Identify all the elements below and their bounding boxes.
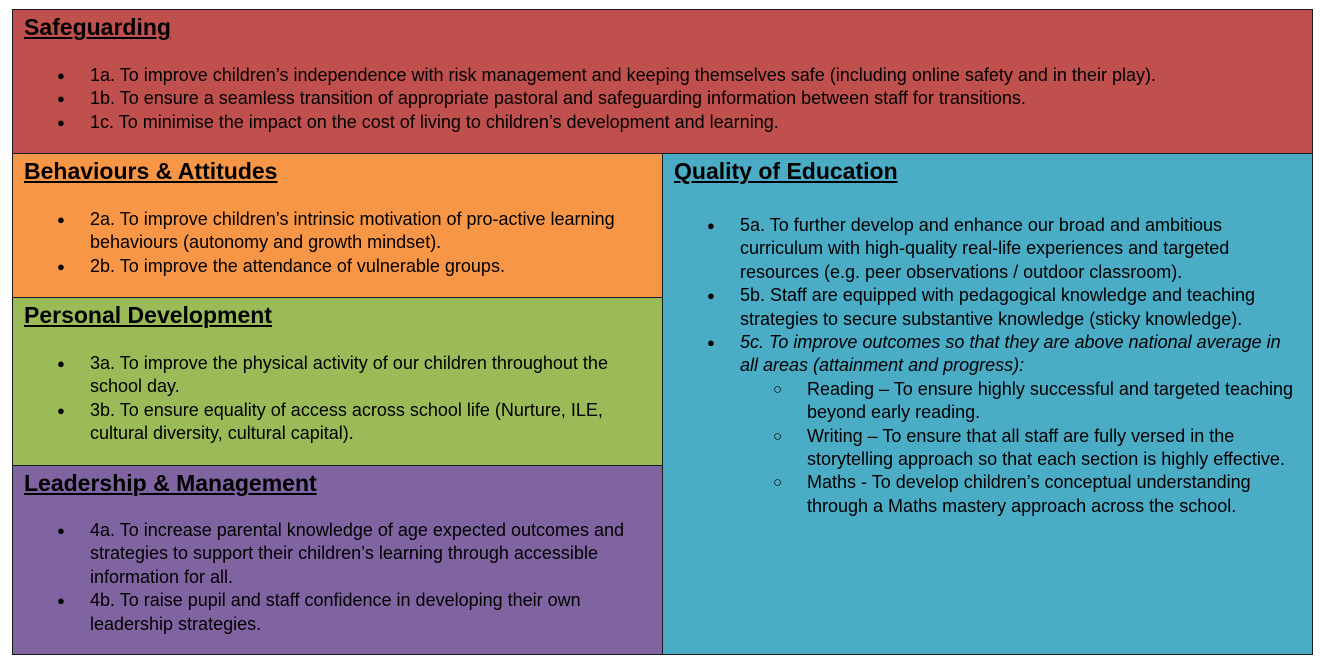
quality-item-5a: 5a. To further develop and enhance our broad and ambitious curriculum with high-quality real-life experiences and targeted resources (e.g. peer observations / outdoor classroom). (740, 215, 1230, 282)
safeguarding-section (12, 9, 1313, 154)
leadership-item-4a: 4a. To increase parental knowledge of age expected outcomes and strategies to support their children’s learning through accessible information for all. (90, 520, 625, 587)
list-item (90, 519, 655, 589)
quality-of-education-section (662, 153, 1313, 655)
leadership-item-4b: 4b. To raise pupil and staff confidence in developing their own leadership strategies. (90, 590, 581, 634)
personal-item-3a: 3a. To improve the physical activity of our children throughout the school day. (90, 353, 608, 397)
behaviours-item-2a: 2a. To improve children’s intrinsic motivation of pro-active learning behaviours (autonomy and growth mindset). (90, 209, 615, 253)
list-item (807, 378, 1297, 425)
list-item (90, 589, 655, 636)
list-item (740, 331, 1300, 518)
behaviours-item-2b: 2b. To improve the attendance of vulnerable groups. (90, 255, 505, 276)
list-item (90, 399, 645, 446)
list-item (90, 64, 1305, 87)
quality-sublist (807, 378, 1297, 518)
list-item (90, 87, 1305, 110)
list-item (740, 284, 1300, 331)
leadership-list (90, 519, 655, 636)
safeguarding-item-1b: 1b. To ensure a seamless transition of appropriate pastoral and safeguarding information between staff for transitions. (90, 88, 1026, 109)
list-item (807, 425, 1297, 472)
quality-item-5c: 5c. To improve outcomes so that they are above national average in all areas (attainment and progress): (740, 332, 1281, 376)
list-item (740, 214, 1300, 284)
list-item (90, 208, 645, 255)
leadership-heading: Leadership & Management (24, 470, 317, 496)
quality-of-education-heading: Quality of Education (674, 158, 898, 184)
safeguarding-item-1a: 1a. To improve children’s independence with risk management and keeping themselves safe (including online safety and in their play). (90, 65, 1156, 85)
behaviours-list (90, 208, 645, 278)
personal-development-section (12, 297, 663, 466)
quality-subitem-writing: Writing – To ensure that all staff are fully versed in the storytelling approach so that each section is highly effective. (807, 425, 1285, 470)
behaviours-section (12, 153, 663, 298)
behaviours-heading: Behaviours & Attitudes (24, 158, 278, 184)
personal-development-list (90, 352, 645, 446)
personal-development-heading: Personal Development (24, 302, 272, 328)
quality-of-education-list (740, 214, 1300, 518)
list-item (807, 471, 1297, 518)
safeguarding-item-1c: 1c. To minimise the impact on the cost of living to children’s development and learning. (90, 111, 779, 132)
list-item (90, 352, 645, 399)
list-item (90, 111, 1305, 134)
personal-item-3b: 3b. To ensure equality of access across school life (Nurture, ILE, cultural diversity, cultural capital). (90, 399, 603, 444)
safeguarding-heading: Safeguarding (24, 14, 171, 40)
quality-item-5b: 5b. Staff are equipped with pedagogical knowledge and teaching strategies to secure substantive knowledge (sticky knowledge). (740, 285, 1256, 329)
leadership-section (12, 465, 663, 655)
quality-subitem-reading: Reading – To ensure highly successful and targeted teaching beyond early reading. (807, 378, 1293, 423)
quality-subitem-maths: Maths - To develop children’s conceptual understanding through a Maths mastery approach across the school. (807, 472, 1251, 516)
list-item (90, 255, 645, 278)
safeguarding-list (90, 64, 1305, 134)
